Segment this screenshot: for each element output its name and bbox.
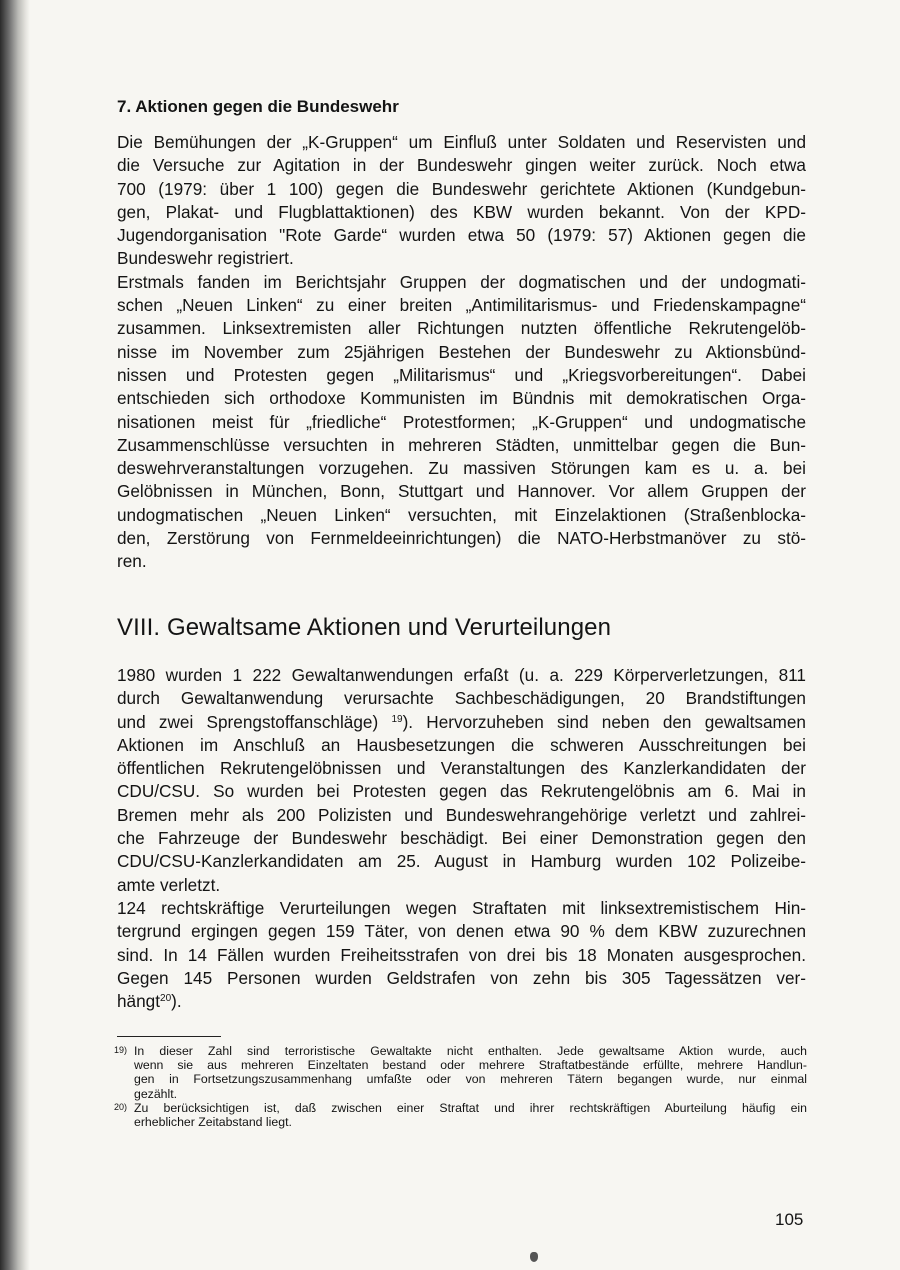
paragraph-violence-statistics xyxy=(117,664,806,897)
text-fragment: und zwei Sprengstoffanschläge) xyxy=(117,711,379,732)
text-line: nissen und Protesten gegen „Militarismus“ und „Kriegsvorbereitungen“. Dabei xyxy=(117,364,806,385)
text-line: tergrund ergingen gegen 159 Täter, von denen etwa 90 % dem KBW zuzurechnen xyxy=(117,921,806,942)
footnote-mark: 20) xyxy=(114,1101,128,1112)
text-line: Gelöbnissen in München, Bonn, Stuttgart und Hannover. Vor allem Gruppen der xyxy=(117,481,806,502)
text-line: den, Zerstörung von Fernmeldeeinrichtungen) die NATO-Herbstmanöver zu stö- xyxy=(117,528,806,549)
footnote-20 xyxy=(114,1100,807,1130)
paragraph-convictions xyxy=(117,897,806,1013)
text-line: Bundeswehr registriert. xyxy=(117,248,294,269)
text-line: 1980 wurden 1 222 Gewaltanwendungen erfaßt (u. a. 229 Körperverletzungen, 811 xyxy=(117,665,806,685)
text-line: deswehrveranstaltungen vorzugehen. Zu massiven Störungen kam es u. a. bei xyxy=(117,458,806,479)
footnote-mark: 19) xyxy=(114,1045,128,1055)
text-line xyxy=(117,711,806,734)
footnote-reference-20: 20 xyxy=(160,993,172,1005)
page-number: 105 xyxy=(775,1210,804,1229)
text-line: zusammen. Linksextremisten aller Richtungen nutzten öffentliche Rekrutengelöb- xyxy=(117,318,806,339)
text-line: Erstmals fanden im Berichtsjahr Gruppen der dogmatischen und der undogmati- xyxy=(117,271,806,292)
text-line: öffentlichen Rekrutengelöbnissen und Veranstaltungen des Kanzlerkandidaten der xyxy=(117,758,806,779)
text-line: Die Bemühungen der „K-Gruppen“ um Einfluß unter Soldaten und Reservisten und xyxy=(117,132,806,152)
text-line: undogmatischen „Neuen Linken“ versuchten, mit Einzelaktionen (Straßenblocka- xyxy=(117,504,806,525)
footnote-line: In dieser Zahl sind terroristische Gewaltakte nicht enthalten. Jede gewaltsame Aktion wurde, auch xyxy=(134,1044,807,1058)
text-line: sind. In 14 Fällen wurden Freiheitsstrafen von drei bis 18 Monaten ausgesprochen. xyxy=(117,944,806,965)
text-line: CDU/CSU. So wurden bei Protesten gegen das Rekrutengelöbnis am 6. Mai in xyxy=(117,781,806,802)
chapter-heading-8: VIII. Gewaltsame Aktionen und Verurteilungen xyxy=(117,614,612,641)
text-line: ren. xyxy=(117,551,147,572)
text-line: nisse im November zum 25jährigen Bestehen der Bundeswehr zu Aktionsbünd- xyxy=(117,341,806,362)
footnote-19 xyxy=(114,1044,807,1101)
footnotes xyxy=(114,1044,807,1130)
text-line: schen „Neuen Linken“ zu einer breiten „Antimilitarismus- und Friedenskampagne“ xyxy=(117,295,806,316)
text-line: 700 (1979: über 1 100) gegen die Bundeswehr gerichtete Aktionen (Kundgebun- xyxy=(117,178,806,199)
footnote-line: gezählt. xyxy=(134,1086,178,1101)
text-line: amte verletzt. xyxy=(117,874,221,895)
footnote-line: wenn sie aus mehreren Einzeltaten bestand oder mehrere Straftatbestände erfüllte, mehrere Handlun- xyxy=(134,1058,807,1073)
text-line: che Fahrzeuge der Bundeswehr beschädigt. Bei einer Demonstration gegen den xyxy=(117,828,806,849)
text-fragment: ). Hervorzuheben sind neben den gewaltsamen xyxy=(402,711,806,732)
text-fragment: ). xyxy=(171,991,182,1012)
chapter-8-body xyxy=(117,664,806,1013)
text-line: entschieden sich orthodoxe Kommunisten im Bündnis mit demokratischen Orga- xyxy=(117,388,806,409)
book-binding-shadow xyxy=(0,0,30,1270)
text-line: Bremen mehr als 200 Polizisten und Bundeswehrangehörige verletzt und zahlrei- xyxy=(117,804,806,825)
section-7-body xyxy=(117,131,806,574)
text-line: gen, Plakat- und Flugblattaktionen) des KBW wurden bekannt. Von der KPD- xyxy=(117,201,806,222)
section-heading-7: 7. Aktionen gegen die Bundeswehr xyxy=(117,97,399,116)
text-line: Aktionen im Anschluß an Hausbesetzungen die schweren Ausschreitungen bei xyxy=(117,734,806,755)
text-fragment: hängt xyxy=(117,991,161,1012)
text-line: die Versuche zur Agitation in der Bundeswehr gingen weiter zurück. Noch etwa xyxy=(117,155,806,176)
text-line: nisationen meist für „friedliche“ Protestformen; „K-Gruppen“ und undogmatische xyxy=(117,411,806,432)
text-line: CDU/CSU-Kanzlerkandidaten am 25. August in Hamburg wurden 102 Polizeibe- xyxy=(117,851,806,872)
paragraph-antimilitarism-campaign xyxy=(117,271,806,574)
text-line: Zusammenschlüsse versuchten in mehreren Städten, unmittelbar gegen die Bun- xyxy=(117,434,806,455)
footnote-separator xyxy=(117,1036,221,1037)
footnote-line: gen in Fortsetzungszusammenhang umfaßte oder von mehreren Tätern begangen wurde, nur einmal xyxy=(134,1072,807,1087)
paragraph-bundeswehr-agitation xyxy=(117,131,806,271)
footnote-reference-19: 19 xyxy=(391,713,403,725)
text-line: Gegen 145 Personen wurden Geldstrafen von zehn bis 305 Tagessätzen ver- xyxy=(117,967,806,988)
text-line xyxy=(117,990,806,1013)
scan-artifact xyxy=(530,1252,538,1262)
text-line: 124 rechtskräftige Verurteilungen wegen Straftaten mit linksextremistischem Hin- xyxy=(117,897,806,918)
footnote-line: erheblicher Zeitabstand liegt. xyxy=(134,1115,292,1130)
text-line: durch Gewaltanwendung verursachte Sachbeschädigungen, 20 Brandstiftungen xyxy=(117,688,806,709)
footnote-line: Zu berücksichtigen ist, daß zwischen einer Straftat und ihrer rechtskräftigen Aburteilung häufig ein xyxy=(134,1100,807,1115)
text-line: Jugendorganisation "Rote Garde“ wurden etwa 50 (1979: 57) Aktionen gegen die xyxy=(117,225,806,246)
